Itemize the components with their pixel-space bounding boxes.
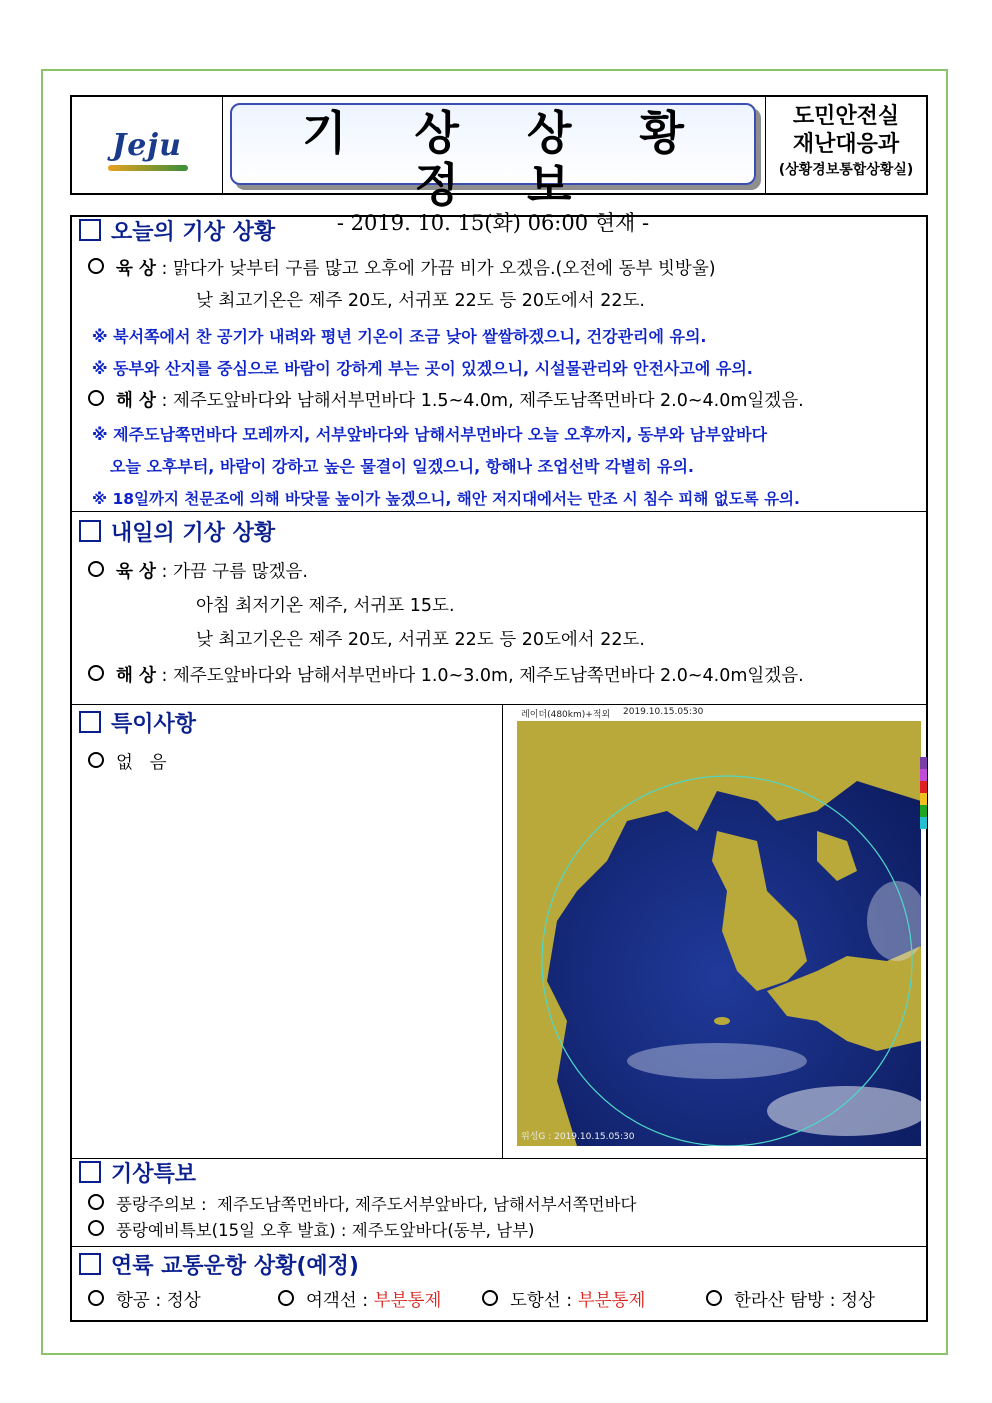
circle-bullet-icon [88, 561, 104, 577]
today-note-3b: 오늘 오후부터, 바람이 강하고 높은 물결이 일겠으니, 항해나 조업선박 각별히 유의. [110, 457, 694, 476]
tomorrow-land-line-2: 아침 최저기온 제주, 서귀포 15도. [196, 596, 455, 616]
page-subtitle: - 2019. 10. 15(화) 06:00 현재 - [336, 211, 650, 235]
today-sea-line: 해 상 : 제주도앞바다와 남해서부먼바다 1.5~4.0m, 제주도남쪽먼바다 2.0~4.0m일겠음. [88, 389, 804, 413]
tomorrow-land-line: 육 상 : 가끔 구름 많겠음. [88, 560, 308, 584]
org-line-1: 도민안전실 [792, 104, 900, 129]
section-today [72, 217, 926, 512]
transport-hallasan: 한라산 탐방 : 정상 [706, 1289, 875, 1313]
checkbox-square-icon [79, 1161, 101, 1183]
today-note-4: ※ 18일까지 천문조에 의해 바닷물 높이가 높겠으니, 해안 저지대에서는 만조 시 침수 피해 없도록 유의. [92, 490, 800, 508]
logo-cell [72, 97, 223, 193]
special-item: 없 음 [88, 751, 167, 775]
circle-bullet-icon [88, 752, 104, 768]
section-special [72, 705, 926, 1159]
satellite-map-icon [517, 721, 921, 1146]
circle-bullet-icon [88, 1194, 104, 1210]
radar-legend [920, 757, 927, 829]
section-heading: 오늘의 기상 상황 [79, 219, 275, 247]
circle-bullet-icon [88, 258, 104, 274]
title-box [230, 103, 756, 235]
org-cell [765, 97, 926, 193]
tomorrow-land-line-3: 낮 최고기온은 제주 20도, 서귀포 22도 등 20도에서 22도. [196, 630, 645, 650]
circle-bullet-icon [482, 1290, 498, 1306]
section-transport [72, 1247, 926, 1320]
radar-label: 레이더(480km)+적외 [521, 710, 611, 720]
radar-panel [502, 705, 927, 1159]
transport-ferry: 여객선 : 부분통제 [278, 1289, 441, 1313]
section-heading: 기상특보 [79, 1161, 196, 1189]
today-note-1: ※ 북서쪽에서 찬 공기가 내려와 평년 기온이 조금 낮아 쌀쌀하겠으니, 건강관리에 유의. [92, 327, 707, 346]
org-line-2: 재난대응과 [792, 132, 900, 157]
today-land-line-2: 낮 최고기온은 제주 20도, 서귀포 22도 등 20도에서 22도. [196, 291, 645, 311]
today-land-line: 육 상 : 맑다가 낮부터 구름 많고 오후에 가끔 비가 오겠음.(오전에 동부 빗방울) [88, 257, 716, 281]
today-note-3a: ※ 제주도남쪽먼바다 모레까지, 서부앞바다와 남해서부먼바다 오늘 오후까지, 동부와 남부앞바다 [92, 425, 768, 444]
today-note-2: ※ 동부와 산지를 중심으로 바람이 강하게 부는 곳이 있겠으니, 시설물관리와 안전사고에 유의. [92, 359, 753, 378]
section-heading: 내일의 기상 상황 [79, 520, 275, 548]
circle-bullet-icon [88, 1220, 104, 1236]
section-tomorrow [72, 512, 926, 705]
radar-time: 2019.10.15.05:30 [623, 707, 704, 717]
tomorrow-sea-line: 해 상 : 제주도앞바다와 남해서부먼바다 1.0~3.0m, 제주도남쪽먼바다 2.0~4.0m일겠음. [88, 664, 804, 688]
circle-bullet-icon [88, 665, 104, 681]
transport-island-ferry: 도항선 : 부분통제 [482, 1289, 645, 1313]
circle-bullet-icon [88, 1290, 104, 1306]
checkbox-square-icon [79, 520, 101, 542]
circle-bullet-icon [278, 1290, 294, 1306]
logo-text: Jeju [112, 127, 182, 163]
radar-satellite-image [517, 721, 921, 1146]
satellite-caption: 위성G : 2019.10.15.05:30 [521, 1132, 635, 1142]
section-warnings [72, 1159, 926, 1247]
logo-swoosh-icon [108, 165, 188, 171]
main-table [70, 215, 928, 1322]
checkbox-square-icon [79, 219, 101, 241]
circle-bullet-icon [706, 1290, 722, 1306]
checkbox-square-icon [79, 1253, 101, 1275]
section-heading: 연륙 교통운항 상황(예정) [79, 1253, 359, 1281]
section-heading: 특이사항 [79, 711, 196, 739]
warning-item-2: 풍랑예비특보(15일 오후 발효) : 제주도앞바다(동부, 남부) [88, 1219, 535, 1243]
circle-bullet-icon [88, 390, 104, 406]
jeju-logo [112, 128, 182, 163]
org-line-3: (상황경보통합상황실) [778, 162, 914, 178]
page-title: 기 상 상 황 정 보 [302, 106, 710, 212]
warning-item-1: 풍랑주의보 : 제주도남쪽먼바다, 제주도서부앞바다, 남해서부서쪽먼바다 [88, 1193, 636, 1217]
transport-air: 항공 : 정상 [88, 1289, 201, 1313]
checkbox-square-icon [79, 711, 101, 733]
